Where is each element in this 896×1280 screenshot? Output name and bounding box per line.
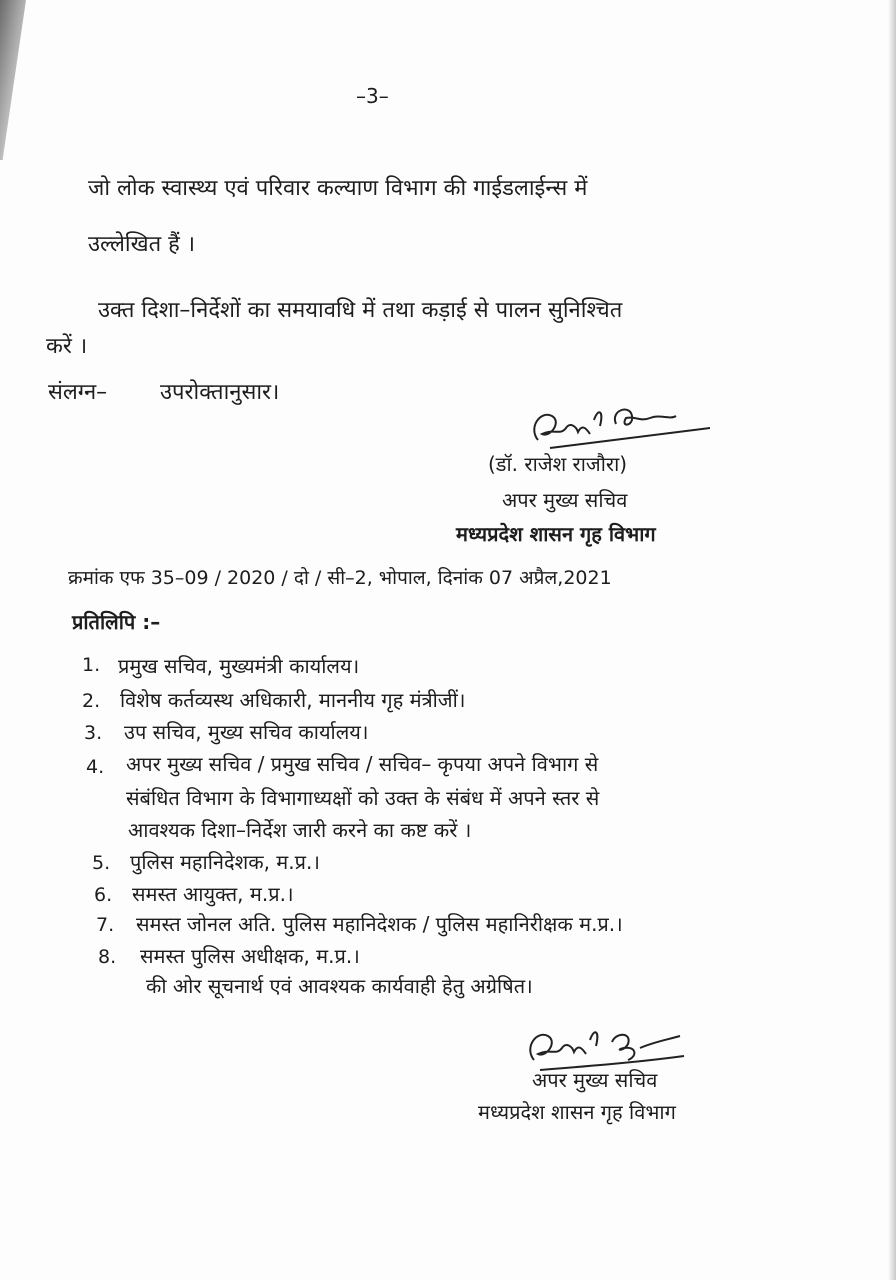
- list-item-continuation: संबंधित विभाग के विभागाध्यक्षों को उक्त के संबंध में अपने स्तर से: [126, 786, 600, 810]
- page-edge-shadow-right: [888, 0, 896, 1280]
- list-item-number: 1.: [82, 654, 101, 676]
- list-item: विशेष कर्तव्यस्थ अधिकारी, माननीय गृह मंत्रीजीं।: [120, 688, 466, 712]
- list-item-number: 7.: [96, 914, 115, 936]
- para2-line1: उक्त दिशा–निर्देशों का समयावधि में तथा कड़ाई से पालन सुनिश्चित: [98, 298, 623, 323]
- para1-line1: जो लोक स्वास्थ्य एवं परिवार कल्याण विभाग की गाईडलाईन्स में: [88, 176, 588, 201]
- enclosure-label: संलग्न–: [48, 380, 108, 405]
- list-item: प्रमुख सचिव, मुख्यमंत्री कार्यालय।: [118, 654, 360, 678]
- list-item: उप सचिव, मुख्य सचिव कार्यालय।: [124, 720, 369, 744]
- reference-line: क्रमांक एफ 35–09 / 2020 / दो / सी–2, भोपाल, दिनांक 07 अप्रैल,2021: [68, 567, 612, 589]
- enclosure-value: उपरोक्तानुसार।: [160, 380, 280, 405]
- signatory-2-designation: अपर मुख्य सचिव: [532, 1068, 658, 1092]
- list-item-number: 6.: [94, 884, 113, 906]
- page-number: –3–: [356, 84, 389, 108]
- copy-heading: प्रतिलिपि :–: [72, 610, 161, 634]
- list-item-continuation: आवश्यक दिशा–निर्देश जारी करने का कष्ट करें ।: [128, 818, 472, 842]
- list-item: समस्त जोनल अति. पुलिस महानिदेशक / पुलिस महानिरीक्षक म.प्र.।: [136, 912, 623, 936]
- forwarding-note: की ओर सूचनार्थ एवं आवश्यक कार्यवाही हेतु अग्रेषित।: [146, 974, 533, 998]
- list-item: समस्त पुलिस अधीक्षक, म.प्र.।: [140, 944, 360, 968]
- list-item-number: 2.: [82, 690, 101, 712]
- list-item-number: 3.: [84, 722, 103, 744]
- list-item-number: 5.: [92, 852, 111, 874]
- para2-line2: करें ।: [46, 334, 88, 359]
- signatory-2-department: मध्यप्रदेश शासन गृह विभाग: [478, 1100, 676, 1124]
- page-edge-shadow: [0, 0, 26, 160]
- signatory-1-name: (डॉ. राजेश राजौरा): [488, 452, 628, 476]
- list-item: पुलिस महानिदेशक, म.प्र.।: [130, 850, 320, 874]
- list-item-number: 8.: [98, 946, 117, 968]
- para1-line2: उल्लेखित हैं ।: [88, 232, 196, 257]
- list-item: समस्त आयुक्त, म.प्र.।: [132, 882, 294, 906]
- signatory-1-designation: अपर मुख्य सचिव: [502, 488, 628, 512]
- signatory-1-department: मध्यप्रदेश शासन गृह विभाग: [456, 522, 656, 546]
- list-item-number: 4.: [86, 756, 105, 778]
- list-item: अपर मुख्य सचिव / प्रमुख सचिव / सचिव– कृपया अपने विभाग से: [126, 752, 599, 776]
- signature-1: [520, 398, 720, 458]
